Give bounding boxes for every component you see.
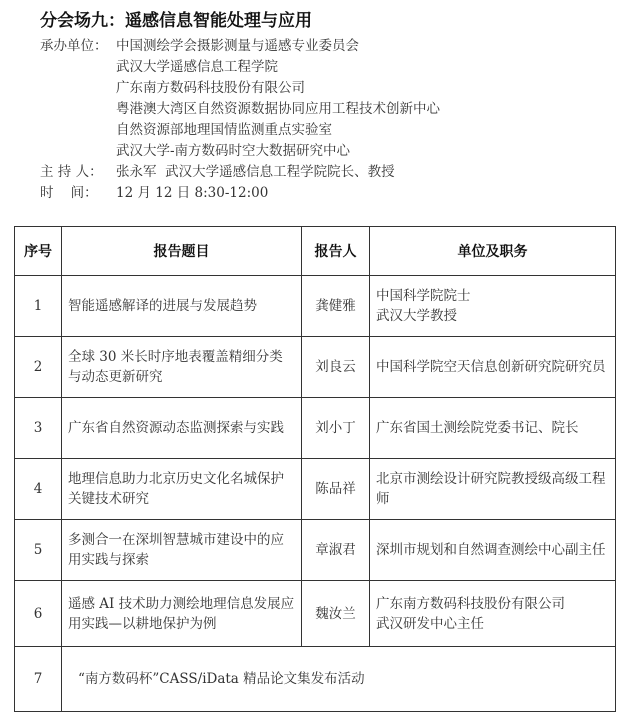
row-number: 2 [15,337,62,398]
host-row [40,162,440,183]
table-header-row [15,227,616,276]
host-label: 主 持 人： [40,164,103,180]
row-number: 1 [15,276,62,337]
report-title: 智能遥感解译的进展与发展趋势 [62,276,302,337]
speaker-unit: 广东省国土测绘院党委书记、院长 [370,398,616,459]
event-description: “南方数码杯”CASS/iData 精品论文集发布活动 [62,647,616,712]
organizers-row [40,36,440,162]
speaker-name: 魏汝兰 [302,581,370,647]
table-row [15,276,616,337]
table-row [15,520,616,581]
row-number: 5 [15,520,62,581]
table-row [15,459,616,520]
speaker-unit: 中国科学院院士 武汉大学教授 [370,276,616,337]
report-title: 全球 30 米长时序地表覆盖精细分类与动态更新研究 [62,337,302,398]
speaker-name: 刘良云 [302,337,370,398]
time-row [40,183,440,204]
organizer-item: 粤港澳大湾区自然资源数据协同应用工程技术创新中心 [116,101,440,117]
speaker-unit: 中国科学院空天信息创新研究院研究员 [370,337,616,398]
organizer-item: 自然资源部地理国情监测重点实验室 [116,122,332,138]
schedule-table [14,226,616,712]
row-number: 6 [15,581,62,647]
header-speaker: 报告人 [302,227,370,276]
organizer-item: 武汉大学遥感信息工程学院 [116,59,278,75]
table-row [15,581,616,647]
speaker-name: 刘小丁 [302,398,370,459]
organizers-list [116,36,440,162]
speaker-unit: 北京市测绘设计研究院教授级高级工程师 [370,459,616,520]
speaker-name: 陈品祥 [302,459,370,520]
table-row [15,337,616,398]
header-title: 报告题目 [62,227,302,276]
table-row [15,398,616,459]
time-value: 12 月 12 日 8:30-12:00 [116,185,269,201]
row-number: 3 [15,398,62,459]
organizers-label: 承办单位： [40,38,108,54]
row-number: 4 [15,459,62,520]
speaker-name: 龚健雅 [302,276,370,337]
header-unit: 单位及职务 [370,227,616,276]
row-number: 7 [15,647,62,712]
report-title: 多测合一在深圳智慧城市建设中的应用实践与探索 [62,520,302,581]
speaker-unit: 广东南方数码科技股份有限公司 武汉研发中心主任 [370,581,616,647]
report-title: 地理信息助力北京历史文化名城保护关键技术研究 [62,459,302,520]
speaker-unit: 深圳市规划和自然调查测绘中心副主任 [370,520,616,581]
organizer-item: 广东南方数码科技股份有限公司 [116,80,305,96]
report-title: 遥感 AI 技术助力测绘地理信息发展应用实践—以耕地保护为例 [62,581,302,647]
time-label: 时 间： [40,185,98,201]
speaker-name: 章淑君 [302,520,370,581]
organizer-item: 中国测绘学会摄影测量与遥感专业委员会 [116,38,359,54]
session-info [40,36,440,204]
report-title: 广东省自然资源动态监测探索与实践 [62,398,302,459]
table-row [15,647,616,712]
page-title: 分会场九：遥感信息智能处理与应用 [40,11,312,31]
organizer-item: 武汉大学-南方数码时空大数据研究中心 [116,143,351,159]
host-value: 张永军 武汉大学遥感信息工程学院院长、教授 [116,164,395,180]
header-no: 序号 [15,227,62,276]
